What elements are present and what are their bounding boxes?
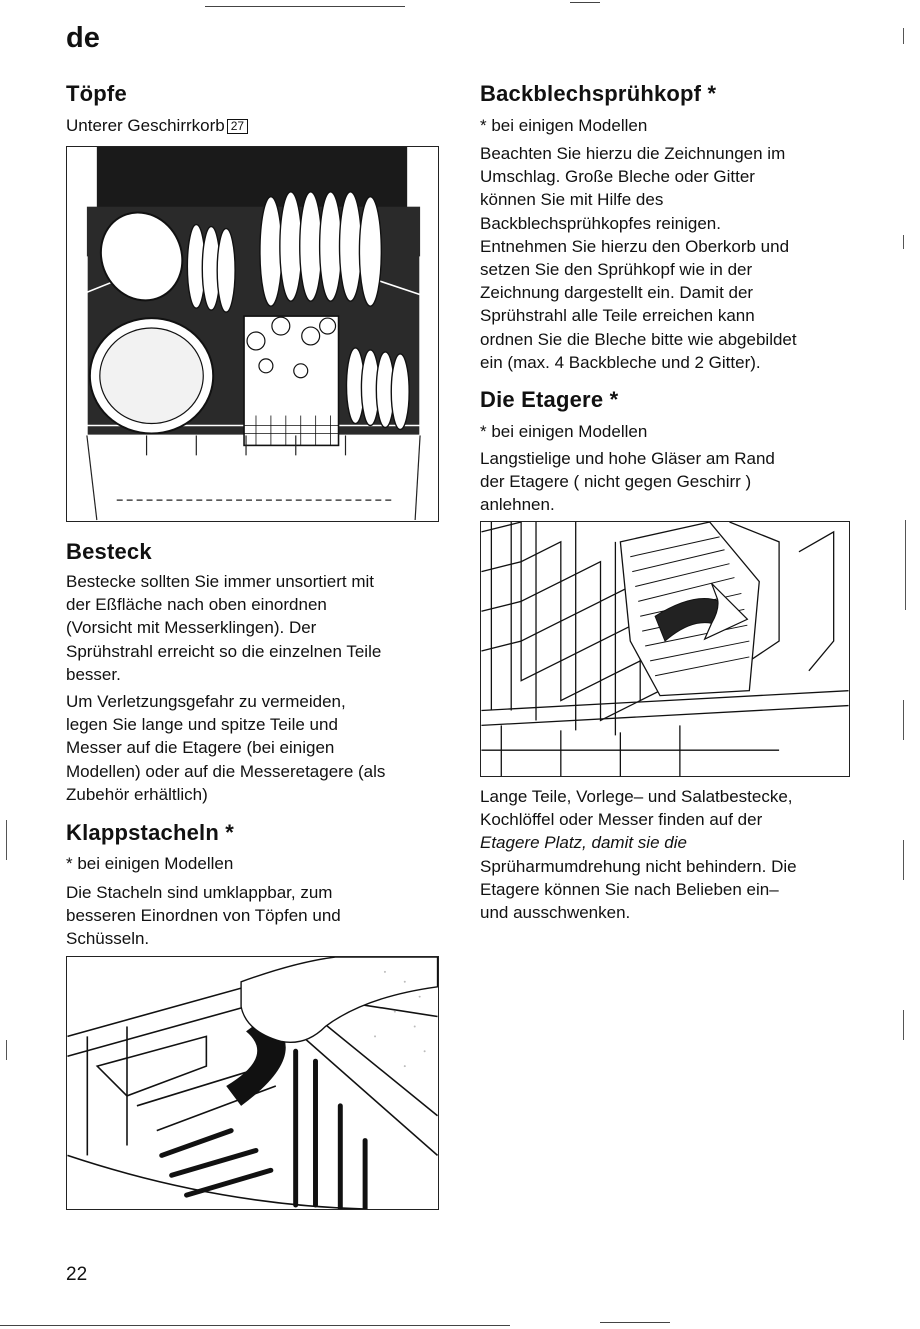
scan-edge-bottom bbox=[600, 1322, 670, 1323]
section-heading-besteck: Besteck bbox=[66, 539, 152, 564]
text-line: Umschlag. Große Bleche oder Gitter bbox=[480, 167, 755, 187]
text-line: der Etagere ( nicht gegen Geschirr ) bbox=[480, 472, 752, 492]
scan-edge-mark bbox=[903, 28, 904, 44]
etagere-paragraph-2 bbox=[480, 785, 890, 924]
section-heading-backblech: Backblechsprühkopf * bbox=[480, 81, 717, 106]
scan-edge-mark bbox=[903, 1010, 904, 1040]
text-line: und ausschwenken. bbox=[480, 903, 631, 923]
text-line: Lange Teile, Vorlege– und Salatbestecke, bbox=[480, 787, 793, 806]
text-line: Sprüharmumdrehung nicht behindern. Die bbox=[480, 856, 797, 876]
language-tag: de bbox=[66, 22, 100, 54]
subline-text: Unterer Geschirrkorb bbox=[66, 116, 225, 135]
lower-dish-basket-illustration bbox=[67, 147, 438, 521]
text-line: Um Verletzungsgefahr zu vermeiden, bbox=[66, 692, 346, 711]
text-line: Kochlöffel oder Messer finden auf der bbox=[480, 810, 763, 830]
section-heading-etagere: Die Etagere * bbox=[480, 387, 619, 412]
scan-edge-mark bbox=[903, 840, 904, 880]
text-line: Langstielige und hohe Gläser am Rand bbox=[480, 449, 775, 468]
text-line: Zubehör erhältlich) bbox=[66, 784, 208, 804]
folding-tines-figure bbox=[66, 956, 439, 1210]
scan-edge-mark bbox=[903, 235, 904, 249]
text-line: ordnen Sie die Bleche bitte wie abgebildet bbox=[480, 329, 797, 349]
backblech-paragraph bbox=[480, 142, 880, 374]
scan-edge-mark bbox=[905, 520, 906, 610]
page-reference-box: 27 bbox=[227, 119, 248, 134]
text-line: Sprühstrahl alle Teile erreichen kann bbox=[480, 306, 755, 326]
lower-basket-subline bbox=[66, 114, 248, 137]
text-line: ein (max. 4 Backbleche und 2 Gitter). bbox=[480, 352, 761, 372]
text-line: Die Stacheln sind umklappbar, zum bbox=[66, 883, 333, 902]
text-line: Sprühstrahl erreicht so die einzelnen Teile bbox=[66, 641, 382, 661]
text-line: Etagere können Sie nach Belieben ein– bbox=[480, 879, 779, 899]
besteck-paragraph-1 bbox=[66, 570, 456, 686]
text-line: Schüsseln. bbox=[66, 929, 150, 949]
text-line: Zeichnung dargestellt ein. Damit der bbox=[480, 283, 754, 303]
section-heading-toepfe: Töpfe bbox=[66, 81, 127, 106]
etagere-paragraph-1 bbox=[480, 447, 880, 517]
text-line: legen Sie lange und spitze Teile und bbox=[66, 715, 338, 735]
text-line: Backblechsprühkopfes reinigen. bbox=[480, 213, 721, 233]
text-line: setzen Sie den Sprühkopf wie in der bbox=[480, 260, 753, 280]
etagere-rack-illustration bbox=[481, 522, 849, 776]
text-line: können Sie mit Hilfe des bbox=[480, 190, 664, 210]
scan-edge-top bbox=[570, 2, 600, 3]
backblech-note: * bei einigen Modellen bbox=[480, 116, 648, 135]
lower-basket-figure bbox=[66, 146, 439, 522]
scan-edge-top bbox=[205, 6, 405, 7]
etagere-note: * bei einigen Modellen bbox=[480, 422, 648, 441]
text-line: anlehnen. bbox=[480, 495, 555, 515]
text-line: besseren Einordnen von Töpfen und bbox=[66, 906, 341, 926]
besteck-paragraph-2 bbox=[66, 690, 456, 806]
text-line: der Eßfläche nach oben einordnen bbox=[66, 595, 327, 615]
text-line: Etagere Platz, damit sie die bbox=[480, 833, 687, 853]
text-line: Modellen) oder auf die Messeretagere (als bbox=[66, 761, 386, 781]
text-line: besser. bbox=[66, 664, 121, 684]
text-line: Beachten Sie hierzu die Zeichnungen im bbox=[480, 144, 786, 163]
folding-tines-illustration bbox=[67, 957, 438, 1209]
text-line: Messer auf die Etagere (bei einigen bbox=[66, 738, 335, 758]
klappstacheln-note: * bei einigen Modellen bbox=[66, 854, 234, 873]
etagere-figure bbox=[480, 521, 850, 777]
text-line: Bestecke sollten Sie immer unsortiert mit bbox=[66, 572, 374, 591]
scan-edge-mark bbox=[6, 820, 7, 860]
scan-edge-mark bbox=[6, 1040, 7, 1060]
text-line: (Vorsicht mit Messerklingen). Der bbox=[66, 618, 317, 638]
text-line: Entnehmen Sie hierzu den Oberkorb und bbox=[480, 236, 790, 256]
section-heading-klappstacheln: Klappstacheln * bbox=[66, 820, 235, 845]
scan-edge-mark bbox=[903, 700, 904, 740]
scan-edge-bottom bbox=[0, 1325, 510, 1326]
klappstacheln-paragraph bbox=[66, 881, 456, 951]
page-number: 22 bbox=[66, 1264, 88, 1285]
